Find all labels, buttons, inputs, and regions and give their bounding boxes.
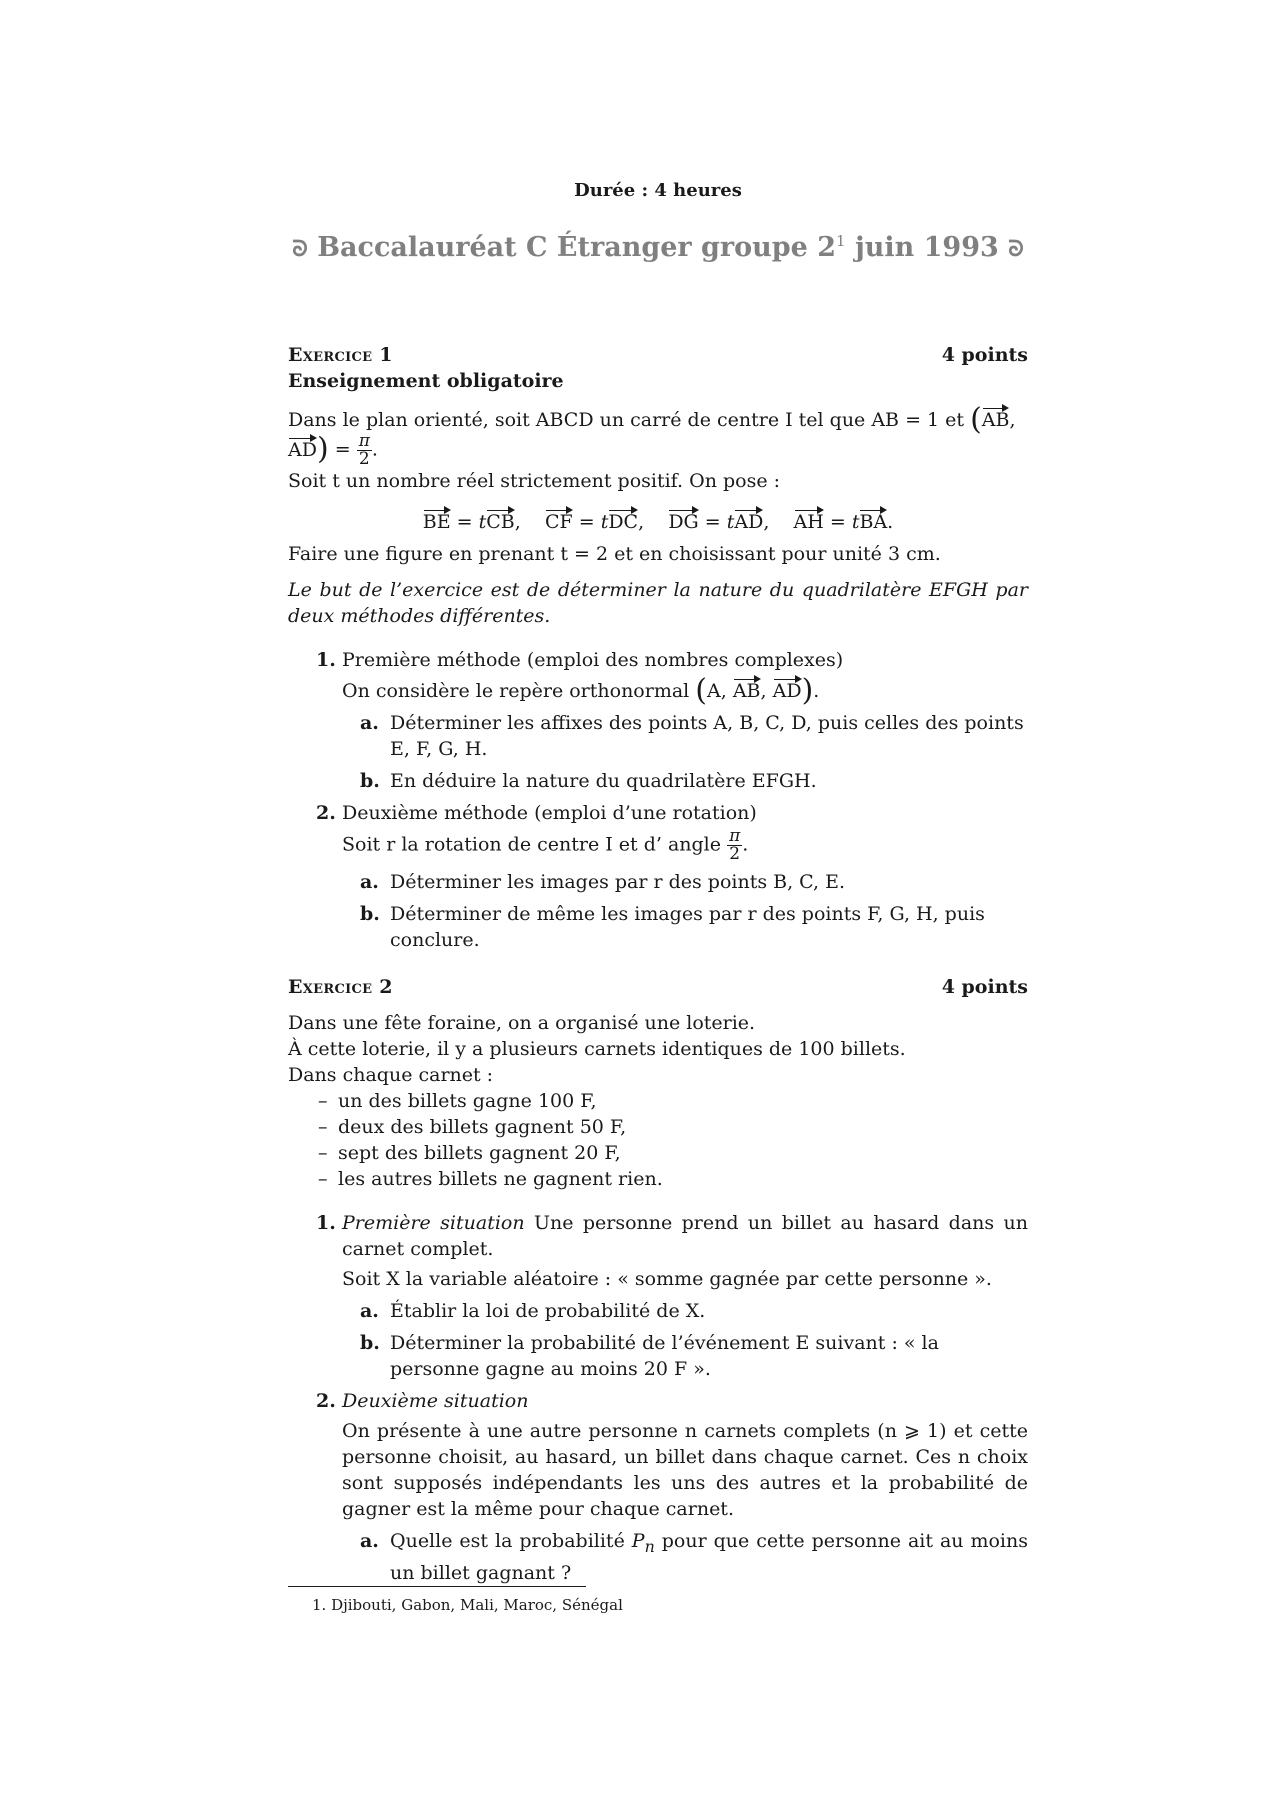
vector-cb: CB: [486, 508, 515, 532]
dash-bullet: –: [318, 1142, 328, 1164]
ex1-q1-repere-text: On considère le repère orthonormal: [342, 680, 690, 702]
ex1-question-1: [288, 647, 1028, 708]
frac-denominator: 2: [729, 844, 741, 864]
ex1-intro-line-1: Dans le plan orienté, soit ABCD un carré de centre I tel que AB = 1 et (AB, AD) = $\frac{\pi}{2}$ .: [288, 402, 1016, 469]
ex1-definitions-equation: BE = tCB, CF = tDC, DG = tAD, AH = tBA.: [288, 508, 1028, 535]
comma: ,: [760, 680, 767, 702]
vector-ah: AH: [794, 508, 824, 532]
ex2-q1-number: 1.: [316, 1212, 336, 1234]
var-t: t: [726, 511, 735, 533]
duration-line: Durée : 4 heures: [574, 180, 742, 201]
dash-bullet: –: [318, 1090, 328, 1112]
ex2-q2-text: On présente à une autre personne n carnets complets (n ⩾ 1) et cette personne choisit, au hasard, un billet dans chaque carnet. Ces n choix sont supposés indépendants les uns des autres et la probabilité de gagner est la même pour chaque carnet.: [342, 1420, 1028, 1520]
footnote: 1. Djibouti, Gabon, Mali, Maroc, Sénégal: [312, 1596, 623, 1614]
frac-numerator: π: [358, 431, 370, 451]
ex2-line-2: À cette loterie, il y a plusieurs carnets identiques de 100 billets.: [288, 1038, 906, 1060]
comma: ,: [1009, 409, 1016, 431]
ex1-intro-text: Dans le plan orienté, soit ABCD un carré de centre I tel que AB = 1 et: [288, 409, 965, 431]
ex1-question-1b: [288, 768, 1028, 794]
frac-numerator: π: [729, 826, 741, 846]
ex1-q1a-text: Déterminer les affixes des points A, B, C, D, puis celles des points E, F, G, H.: [390, 712, 1024, 760]
list-item: [288, 1166, 1028, 1192]
list-item: [288, 1088, 1028, 1114]
ex2-q2-title: Deuxième situation: [342, 1390, 529, 1412]
var-n-subscript: n: [644, 1536, 655, 1556]
ex2-q1b-letter: b.: [360, 1332, 380, 1354]
ex1-q2a-letter: a.: [360, 871, 379, 893]
var-t: t: [600, 511, 609, 533]
exercise-1-subtitle: Enseignement obligatoire: [288, 370, 564, 392]
ex2-q2-number: 2.: [316, 1390, 336, 1412]
vector-dc: DC: [608, 508, 638, 532]
ex2-question-2: [288, 1388, 1028, 1522]
exercise-2-name: Exercice 2: [288, 976, 393, 998]
vector-ad: AD: [773, 677, 802, 701]
var-p: P: [631, 1530, 645, 1552]
ex2-q1-variable: Soit X la variable aléatoire : « somme gagnée par cette personne ».: [342, 1268, 992, 1290]
vector-cf: CF: [545, 508, 573, 532]
ex1-q2-number: 2.: [316, 802, 336, 824]
vector-ad: AD: [288, 436, 317, 460]
ex1-question-2: [288, 800, 1028, 863]
ex1-question-2b: [288, 901, 1028, 953]
list-item-text: un des billets gagne 100 F,: [338, 1090, 597, 1112]
ex2-q1-title: Première situation: [342, 1212, 525, 1234]
paren-close: ): [316, 431, 329, 467]
ex1-q2b-text: Déterminer de même les images par r des points F, G, H, puis conclure.: [390, 903, 985, 951]
ornament-left-icon: ᘐ: [292, 236, 308, 262]
ex1-q1b-text: En déduire la nature du quadrilatère EFGH.: [390, 770, 817, 792]
vector-ad-2: AD: [734, 508, 763, 532]
point-a: A,: [707, 680, 727, 702]
exercise-1-name: Exercice 1: [288, 344, 393, 366]
ex1-q1b-letter: b.: [360, 770, 380, 792]
ex2-q1a-text: Établir la loi de probabilité de X.: [390, 1300, 706, 1322]
ex2-q1-text: Une personne prend un billet au hasard dans un carnet complet.: [342, 1212, 1028, 1260]
list-item-text: sept des billets gagnent 20 F,: [338, 1142, 621, 1164]
exercise-2: [288, 974, 1028, 1586]
frac-denominator: 2: [358, 449, 370, 469]
ex2-question-1a: [288, 1298, 1028, 1324]
ex1-q2-rotation: Soit r la rotation de centre I et d’ angle $\frac{\pi}{2}$ .: [342, 826, 749, 864]
ex2-line-1: Dans une fête foraine, on a organisé une loterie.: [288, 1012, 756, 1034]
footnote-rule: [288, 1586, 586, 1587]
list-item-text: deux des billets gagnent 50 F,: [338, 1116, 627, 1138]
ex1-q2-text: Deuxième méthode (emploi d’une rotation): [342, 802, 757, 824]
title-footnote-mark: 1: [836, 232, 846, 250]
ex2-q1b-text: Déterminer la probabilité de l’événement E suivant : « la personne gagne au moins 20 F ».: [390, 1332, 939, 1380]
list-item-text: les autres billets ne gagnent rien.: [338, 1168, 663, 1190]
vector-dg: DG: [668, 508, 698, 532]
title-date: juin 1993: [854, 232, 999, 263]
ex1-goal: Le but de l’exercice est de déterminer la nature du quadrilatère EFGH par deux méthodes différentes.: [288, 579, 1028, 627]
ex1-q2-rotation-text: Soit r la rotation de centre I et d’ angle: [342, 833, 722, 856]
ex1-q1-repere: On considère le repère orthonormal (A, AB, AD).: [342, 673, 820, 708]
ex1-q1a-letter: a.: [360, 712, 379, 734]
title-text: Baccalauréat C Étranger groupe 2: [317, 232, 836, 263]
list-item: [288, 1114, 1028, 1140]
ex1-q1-number: 1.: [316, 649, 336, 671]
ex1-question-2a: [288, 869, 1028, 895]
vector-ab: AB: [733, 677, 761, 701]
exercise-1-header: [288, 342, 1028, 368]
fraction-pi-over-2: [357, 433, 372, 468]
dash-bullet: –: [318, 1116, 328, 1138]
ex2-q2a-text-post: pour que cette personne ait au moins un billet gagnant ?: [390, 1530, 1028, 1584]
ex2-q2a-letter: a.: [360, 1530, 379, 1552]
var-t: t: [851, 511, 860, 533]
vector-be: BE: [423, 508, 451, 532]
ex2-q2a-text-pre: Quelle est la probabilité: [390, 1530, 625, 1552]
paren-open: (: [695, 673, 708, 708]
vector-ab: AB: [982, 406, 1010, 430]
list-item: [288, 1140, 1028, 1166]
ex1-q1-text: Première méthode (emploi des nombres complexes): [342, 649, 844, 671]
ex2-line-3: Dans chaque carnet :: [288, 1064, 494, 1086]
ex1-q2b-letter: b.: [360, 903, 380, 925]
paren-close: ): [801, 673, 814, 708]
page-title: [288, 228, 1028, 262]
vector-ba: BA: [859, 508, 887, 532]
ornament-right-icon: ᘐ: [1008, 236, 1024, 262]
var-t: t: [478, 511, 487, 533]
ex2-question-2a: [288, 1528, 1028, 1586]
ex1-figure-instruction: Faire une figure en prenant t = 2 et en choisissant pour unité 3 cm.: [288, 543, 941, 565]
exercise-2-points: 4 points: [941, 976, 1028, 998]
equals-sign: =: [334, 438, 351, 461]
exercise-1-points: 4 points: [941, 344, 1028, 366]
exercise-2-header: [288, 974, 1028, 1000]
exercise-1: [288, 342, 1028, 953]
ex1-q2a-text: Déterminer les images par r des points B, C, E.: [390, 871, 846, 893]
ex1-question-1a: [288, 710, 1028, 762]
ex2-question-1b: [288, 1330, 1028, 1382]
fraction-pi-over-2: [727, 828, 742, 863]
dash-bullet: –: [318, 1168, 328, 1190]
ex1-intro-line-2: Soit t un nombre réel strictement positif. On pose :: [288, 470, 781, 492]
ex2-q1a-letter: a.: [360, 1300, 379, 1322]
paren-open: (: [970, 402, 982, 437]
ex2-question-1: [288, 1210, 1028, 1292]
